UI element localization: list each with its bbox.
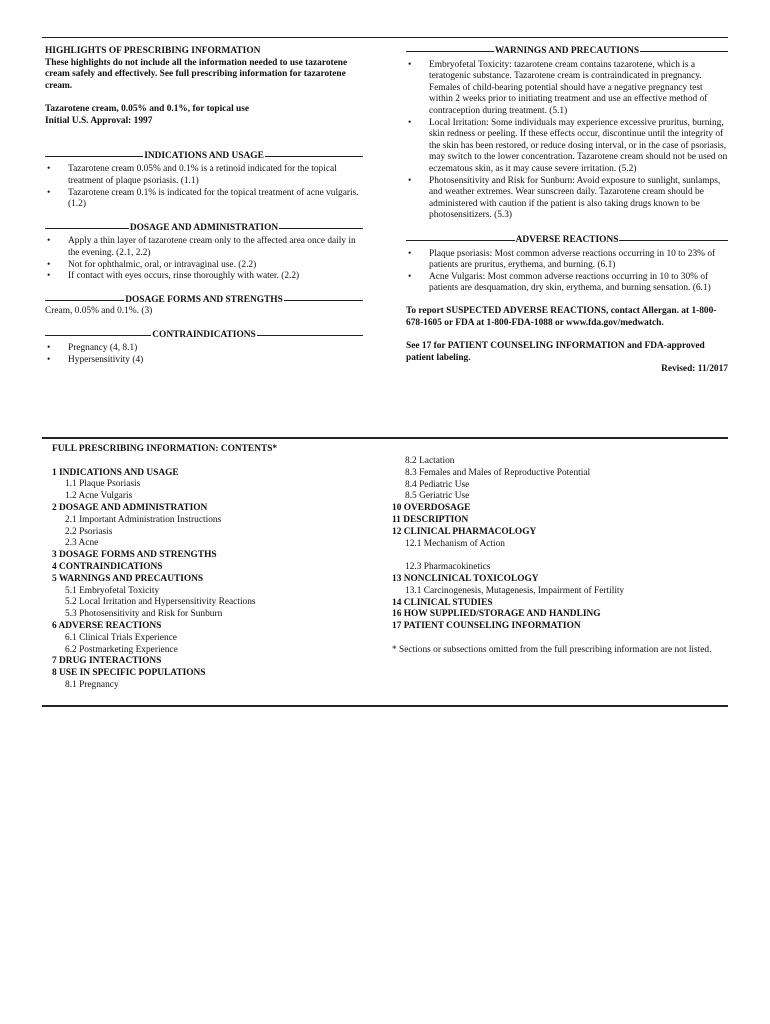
toc-section[interactable]: 5 WARNINGS AND PRECAUTIONS [52, 573, 204, 584]
report-contact: To report SUSPECTED ADVERSE REACTIONS, contact Allergan. at 1-800-678-1605 or FDA at 1-800-FDA-1088 or www.fda.gov/medwatch. [406, 306, 717, 329]
toc-section[interactable]: 10 OVERDOSAGE [392, 503, 471, 514]
toc-subsection[interactable]: 6.1 Clinical Trials Experience [65, 632, 177, 643]
dosage-admin-heading: DOSAGE AND ADMINISTRATION [45, 223, 363, 235]
toc-section[interactable]: 16 HOW SUPPLIED/STORAGE AND HANDLING [392, 609, 601, 620]
counseling-note: See 17 for PATIENT COUNSELING INFORMATION and FDA-approved patient labeling. [406, 341, 705, 363]
warnings-heading: WARNINGS AND PRECAUTIONS [406, 46, 728, 58]
list-item: • Not for ophthalmic, oral, or intravaginal use. (2.2) [47, 259, 257, 270]
revised-date: Revised: 11/2017 [661, 364, 728, 375]
toc-subsection[interactable]: 1.1 Plaque Psoriasis [65, 479, 141, 490]
approval-date: Initial U.S. Approval: 1997 [45, 115, 153, 126]
toc-section[interactable]: 2 DOSAGE AND ADMINISTRATION [52, 502, 208, 513]
fpi-title: FULL PRESCRIBING INFORMATION: CONTENTS* [52, 444, 278, 454]
indications-list [45, 164, 363, 210]
fpi-top-rule [42, 437, 728, 439]
list-item: • Apply a thin layer of tazarotene cream only to the affected area once daily in the evening. (2.1, 2.2) [47, 236, 356, 258]
toc-subsection[interactable]: 2.2 Psoriasis [65, 526, 113, 537]
toc-subsection[interactable]: 6.2 Postmarketing Experience [65, 644, 178, 655]
toc-gap [392, 550, 728, 562]
highlights-title: HIGHLIGHTS OF PRESCRIBING INFORMATION [45, 46, 261, 56]
list-item: • Photosensitivity and Risk for Sunburn: Avoid exposure to sunlight, sunlamps, and weather extremes. Wear sunscreen daily. Tazarotene cream should be administered with caution if the patient is also taking drugs known to be photosensitizers. (5.3) [408, 175, 721, 221]
highlights-right-column [406, 46, 728, 376]
toc-section[interactable]: 11 DESCRIPTION [392, 514, 469, 525]
toc-subsection[interactable]: 2.1 Important Administration Instructions [65, 514, 222, 525]
list-item: • Pregnancy (4, 8.1) [47, 343, 138, 354]
adverse-list [406, 249, 728, 295]
list-item: • Hypersensitivity (4) [47, 355, 144, 366]
toc-section[interactable]: 7 DRUG INTERACTIONS [52, 656, 162, 667]
toc-subsection[interactable]: 1.2 Acne Vulgaris [65, 491, 133, 502]
dosage-forms-heading: DOSAGE FORMS AND STRENGTHS [45, 295, 363, 307]
toc-section[interactable]: 17 PATIENT COUNSELING INFORMATION [392, 621, 581, 632]
toc-section[interactable]: 6 ADVERSE REACTIONS [52, 620, 162, 631]
toc-section[interactable]: 4 CONTRAINDICATIONS [52, 561, 163, 572]
toc-subsection[interactable]: 8.3 Females and Males of Reproductive Potential [405, 467, 591, 478]
list-item: • Tazarotene cream 0.05% and 0.1% is a retinoid indicated for the topical treatment of plaque psoriasis. (1.1) [47, 164, 337, 186]
list-item: • If contact with eyes occurs, rinse thoroughly with water. (2.2) [47, 271, 300, 282]
toc-subsection[interactable]: 2.3 Acne [65, 538, 99, 549]
list-item: • Tazarotene cream 0.1% is indicated for the topical treatment of acne vulgaris. (1.2) [47, 187, 359, 210]
warnings-list [406, 60, 728, 222]
toc-section[interactable]: 3 DOSAGE FORMS AND STRENGTHS [52, 550, 217, 561]
list-item: • Acne Vulgaris: Most common adverse reactions occurring in 10 to 30% of patients are desquamation, dry skin, erythema, and burning sensation. (6.1) [408, 271, 711, 294]
product-name: Tazarotene cream, 0.05% and 0.1%, for topical use [45, 103, 250, 114]
toc-section[interactable]: 1 INDICATIONS AND USAGE [52, 467, 179, 478]
toc-section[interactable]: 8 USE IN SPECIFIC POPULATIONS [52, 668, 206, 679]
toc-subsection[interactable]: 13.1 Carcinogenesis, Mutagenesis, Impairment of Fertility [405, 585, 625, 596]
dosage-admin-list [45, 236, 363, 282]
toc-subsection[interactable]: 8.2 Lactation [405, 456, 455, 466]
contraindications-heading: CONTRAINDICATIONS [45, 330, 363, 342]
list-item: • Embryofetal Toxicity: tazarotene cream contains tazarotene, which is a teratogenic substance. Tazarotene cream is contraindicated in pregnancy. Females of child-bearing potential should have a negative pregnancy test within 2 weeks prior to initiating treatment and use an effective method of contraception during treatment. (5.1) [408, 59, 708, 116]
toc-subsection[interactable]: 12.1 Mechanism of Action [405, 538, 505, 549]
toc-subsection[interactable]: 5.3 Photosensitivity and Risk for Sunburn [65, 609, 223, 620]
toc-subsection[interactable]: 8.5 Geriatric Use [405, 491, 470, 502]
toc-subsection[interactable]: 5.2 Local Irritation and Hypersensitivity Reactions [65, 597, 256, 608]
fpi-footnote: * Sections or subsections omitted from the full prescribing information are not listed. [392, 644, 712, 655]
toc-subsection[interactable]: 5.1 Embryofetal Toxicity [65, 585, 160, 596]
toc-section[interactable]: 12 CLINICAL PHARMACOLOGY [392, 526, 537, 537]
fpi-bottom-rule [42, 705, 728, 707]
fpi-contents-right [392, 456, 728, 657]
indications-heading: INDICATIONS AND USAGE [45, 151, 363, 163]
toc-section[interactable]: 13 NONCLINICAL TOXICOLOGY [392, 573, 539, 584]
contraindications-list [45, 343, 363, 366]
dosage-forms-text: Cream, 0.05% and 0.1%. (3) [45, 306, 153, 317]
adverse-heading: ADVERSE REACTIONS [406, 235, 728, 247]
highlights-left-column [45, 46, 363, 367]
toc-subsection[interactable]: 12.3 Pharmacokinetics [405, 562, 491, 573]
toc-section[interactable]: 14 CLINICAL STUDIES [392, 597, 493, 608]
highlights-intro: These highlights do not include all the information needed to use tazarotene cream safely and effectively. See full prescribing information for tazarotene cream. [45, 57, 348, 91]
list-item: • Local Irritation: Some individuals may experience excessive pruritus, burning, skin redness or peeling. If these effects occur, discontinue until the integrity of the skin has been restored, or reduce dosing interval, or in the case of psoriasis, may switch to the lower concentration. Tazarotene cream should not be used on eczematous skin, as it may cause severe irritation. (5.2) [408, 117, 728, 174]
toc-subsection[interactable]: 8.4 Pediatric Use [405, 479, 470, 490]
toc-subsection[interactable]: 8.1 Pregnancy [65, 679, 119, 690]
list-item: • Plaque psoriasis: Most common adverse reactions occurring in 10 to 23% of patients are pruritus, erythema, and burning. (6.1) [408, 248, 716, 271]
fpi-contents-left [52, 444, 382, 692]
